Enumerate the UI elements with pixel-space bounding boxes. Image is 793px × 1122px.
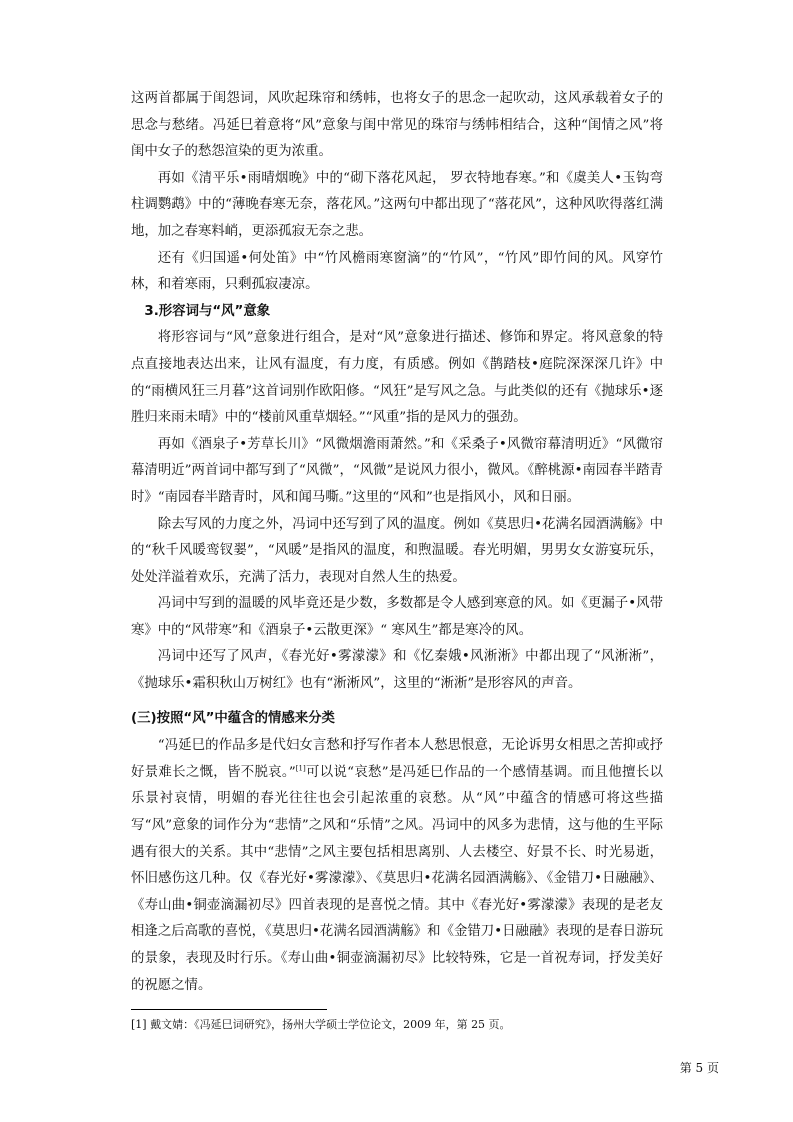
paragraph-continuation: 这两首都属于闺怨词，风吹起珠帘和绣帏，也将女子的思念一起吹动，这风承载着女子的思念与愁绪。冯延巳着意将“风”意象与闺中常见的珠帘与绣帏相结合，这种“闺情之风”将闺中女子的愁怨渲染的更为浓重。 (131, 91, 663, 160)
paragraph: 将形容词与“风”意象进行组合，是对“风”意象进行描述、修饰和界定。将风意象的特点直接地表达出来，让风有温度，有力度，有质感。例如《鹊踏枝•庭院深深深几许》中的“雨横风狂三月暮”这首词别作欧阳修。“风狂”是写风之急。与此类似的还有《抛球乐•逐胜归来雨未晴》中的“楼前风重草烟轻。”“风重”指的是风力的强劲。 (131, 330, 663, 426)
paragraph-with-citation (131, 733, 663, 999)
paragraph: 还有《归国遥•何处笛》中“竹风檐雨寒窗滴”的“竹风”，“竹风”即竹间的风。风穿竹林，和着寒雨，只剩孤寂凄凉。 (131, 250, 663, 293)
footnote-divider (131, 1009, 327, 1010)
page-number: 第 5 页 (679, 1061, 719, 1075)
subheading-adjective-wind: 3.形容词与“风”意象 (144, 303, 271, 319)
page-body (131, 86, 663, 999)
paragraph: 冯词中还写了风声，《春光好•雾濛濛》和《忆秦娥•风淅淅》中都出现了“风淅淅”，《抛球乐•霜积秋山万树红》也有“淅淅风”，这里的“淅淅”是形容风的声音。 (131, 649, 663, 692)
footnote-reference[interactable]: [1] (295, 764, 306, 773)
paragraph: 除去写风的力度之外，冯词中还写到了风的温度。例如《莫思归•花满名园酒满觞》中的“秋千风暖鸾钗翣”，“风暖”是指风的温度，和煦温暖。春光明媚，男男女女游宴玩乐，处处洋溢着欢乐，充满了活力，表现对自然人生的热爱。 (131, 516, 663, 585)
paragraph: 再如《清平乐•雨晴烟晚》中的“砌下落花风起， 罗衣特地春寒。”和《虞美人•玉钩弯柱调鹦鹉》中的“薄晚春寒无奈，落花风。”这两句中都出现了“落花风”，这种风吹得落红满地，加之春寒料峭，更添孤寂无奈之悲。 (131, 170, 663, 239)
quotation: “冯延巳的作品多是代妇女言愁和抒写作者本人愁思恨意，无论诉男女相思之苦抑或抒好景难长之慨，皆不脱哀。” (131, 738, 663, 780)
footnote: [1] 戴文婧：《冯延巳词研究》，扬州大学硕士学位论文，2009 年，第 25 页。 (131, 1018, 511, 1031)
paragraph: 冯词中写到的温暖的风毕竟还是少数，多数都是令人感到寒意的风。如《更漏子•风带寒》中的“风带寒”和《酒泉子•云散更深》“ 寒风生”都是寒冷的风。 (131, 596, 663, 638)
paragraph-text: 可以说“哀愁”是冯延巳作品的一个感情基调。而且他擅长以乐景衬哀情，明媚的春光往往也会引起浓重的哀愁。从“风”中蕴含的情感可将这些描写“风”意象的词作分为“悲情”之风和“乐情”之风。冯词中的风多为悲情，这与他的生平际遇有很大的关系。其中“悲情”之风主要包括相思离别、人去楼空、好景不长、时光易逝，怀旧感伤这几种。仅《春光好•雾濛濛》、《莫思归•花满名园酒满觞》、《金错刀•日融融》、《寿山曲•铜壶滴漏初尽》四首表现的是喜悦之情。其中《春光好•雾濛濛》表现的是老友相逢之后高歌的喜悦，《莫思归•花满名园酒满觞》和《金错刀•日融融》表现的是春日游玩的景象，表现及时行乐。《寿山曲•铜壶滴漏初尽》比较特殊，它是一首祝寿词，抒发美好的祝愿之情。 (131, 764, 663, 993)
section-heading-emotion: (三)按照“风”中蕴含的情感来分类 (131, 710, 335, 726)
paragraph: 再如《酒泉子•芳草长川》“风微烟澹雨萧然。”和《采桑子•风微帘幕清明近》“风微帘幕清明近”两首词中都写到了“风微”，“风微”是说风力很小，微风。《醉桃源•南园春半踏青时》“南园春半踏青时，风和闻马嘶。”这里的“风和”也是指风小，风和日丽。 (131, 436, 663, 505)
